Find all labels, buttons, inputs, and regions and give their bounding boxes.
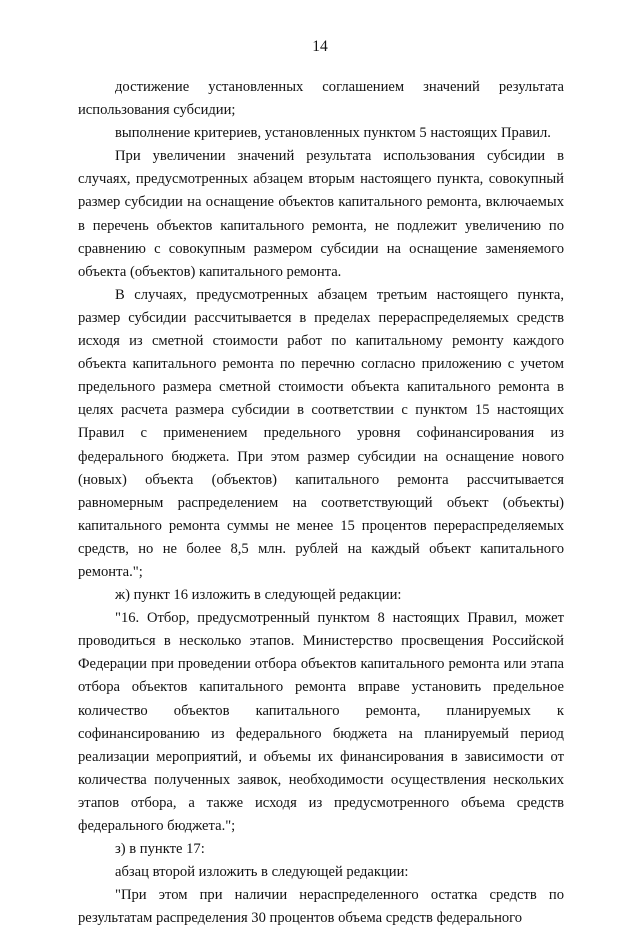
paragraph-item-zh: ж) пункт 16 изложить в следующей редакции:: [115, 587, 402, 604]
paragraph-remainder: "При этом при наличии нераспределенного остатка средств по результатам распределения 30 процентов объема средств федерального: [78, 887, 564, 927]
page-number: 14: [312, 38, 328, 55]
paragraph-result-achievement: достижение установленных соглашением значений результата использования субсидии;: [78, 79, 564, 119]
paragraph-subsidy-calculation: В случаях, предусмотренных абзацем третьим настоящего пункта, размер субсидии рассчитывается в пределах перераспределяемых средств исходя из сметной стоимости работ по капитальному ремонту каждого объекта капитального ремонта по перечню согласно приложению с учетом предельного размера сметной стоимости объекта капитального ремонта в целях расчета размера субсидии в соответствии с пунктом 15 настоящих Правил с применением предельного уровня софинансирования из федерального бюджета. При этом размер субсидии на оснащение нового (новых) объекта (объектов) капитального ремонта рассчитывается равномерным распределением на соответствующий объект (объекты) капитального ремонта суммы не менее 15 процентов перераспределяемых средств, но не более 8,5 млн. рублей на каждый объект капитального ремонта.";: [78, 286, 564, 580]
paragraph-second-abzac: абзац второй изложить в следующей редакции:: [115, 864, 409, 881]
paragraph-criteria-fulfillment: выполнение критериев, установленных пунктом 5 настоящих Правил.: [115, 125, 551, 142]
document-body: [78, 76, 564, 930]
paragraph-subsidy-increase: При увеличении значений результата использования субсидии в случаях, предусмотренных абзацем вторым настоящего пункта, совокупный размер субсидии на оснащение объектов капитального ремонта, включаемых в перечень объектов капитального ремонта, не подлежит увеличению по сравнению с совокупным размером субсидии на оснащение заменяемого объекта (объектов) капитального ремонта.: [78, 148, 564, 280]
paragraph-point-16: "16. Отбор, предусмотренный пунктом 8 настоящих Правил, может проводиться в несколько этапов. Министерство просвещения Российской Федерации при проведении отбора объектов капитального ремонта или этапа отбора объектов капитального ремонта вправе установить предельное количество объектов капитального ремонта, планируемых к софинансированию из федерального бюджета на планируемый период реализации мероприятий, и объемы их финансирования в зависимости от количества полученных заявок, необходимости осуществления нескольких этапов отбора, а также исходя из предусмотренного объема средств федерального бюджета.";: [78, 610, 564, 834]
paragraph-item-z: з) в пункте 17:: [115, 841, 205, 858]
